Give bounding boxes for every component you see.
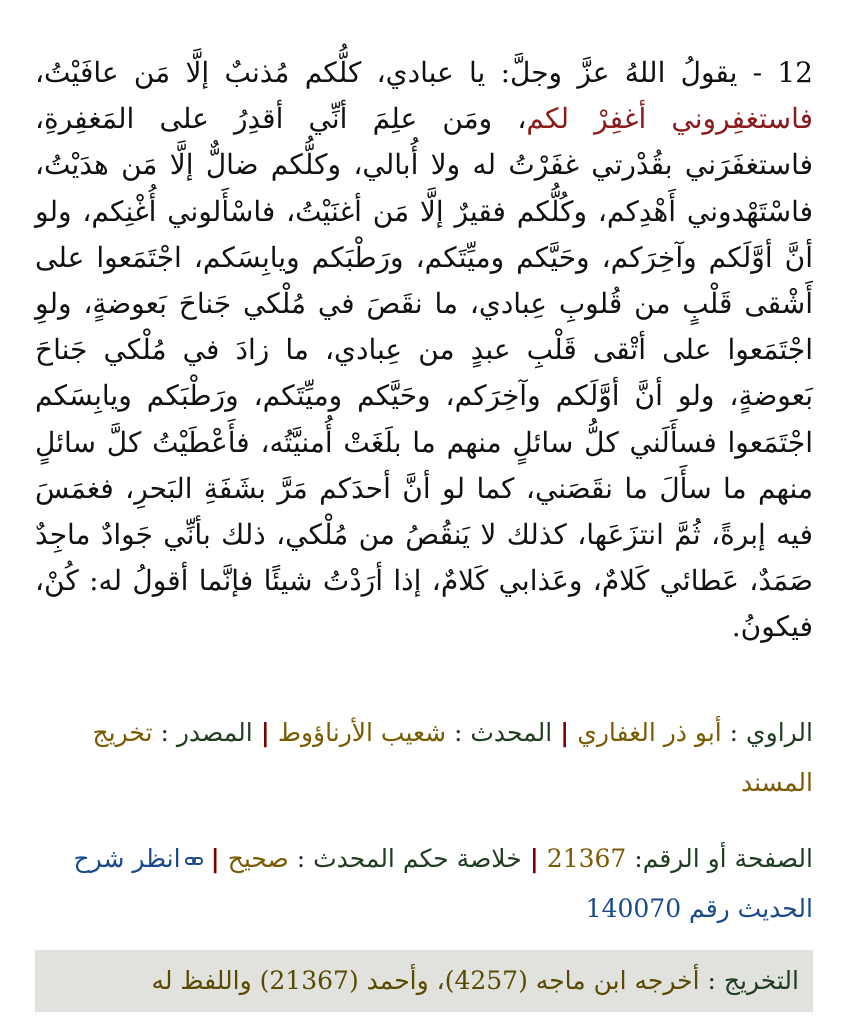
meta-separator: | [260,718,270,747]
hadith-meta-ruling-line [35,834,813,934]
ruling-value: صحيح [227,844,289,873]
takhrij-label: التخريج : [699,966,799,995]
source-label: المصدر : [152,718,253,747]
hadith-text-before-highlight: يقولُ اللهُ عزَّ وجلَّ: يا عبادي، كلُّكم مُذنبٌ إلَّا مَن عافَيْتُ، [35,56,738,89]
muhaddith-value: شعيب الأرناؤوط [277,718,447,747]
muhaddith-label: المحدث : [446,718,553,747]
takhrij-box [35,950,813,1012]
ruling-label: خلاصة حكم المحدث : [288,844,522,873]
explanation-link-text[interactable]: انظر شرح الحديث رقم 140070 [73,844,813,923]
page-number-value: 21367 [546,844,627,873]
chain-link-icon [185,854,203,868]
hadith-number: 12 - [737,56,813,89]
hadith-meta-narrator-line [35,708,813,808]
takhrij-value: أخرجه ابن ماجه (4257)، وأحمد (21367) واللفظ له [151,966,700,995]
page-number-label: الصفحة أو الرقم: [626,844,813,873]
hadith-highlighted-phrase: فاستغفِروني أغفِرْ لكم [526,102,813,136]
hadith-text-after-highlight: ، ومَن علِمَ أنِّي أقدِرُ على المَغفِرةِ، فاستغفَرَني بقُدْرتي غفَرْتُ له ولا أُبالي، وكلُّكم ضالٌّ إلَّا مَن هدَيْتُ، فاسْتَهْدوني أَهْدِكم، وكُلُّكم فقيرٌ إلَّا مَن أغنَيْتُ، فاسْأَلوني أُغْنِكم، ولو أنَّ أوَّلَكم وآخِرَكم، وحَيَّكم وميِّتَكم، ورَطْبَكم ويابِسَكم، اجْتَمَعوا على أَشْقى قَلْبٍ من قُلوبِ عِبادي، ما نقَصَ في مُلْكي جَناحَ بَعوضةٍ، ولوِ اجْتَمَعوا على أتْقى قَلْبِ عبدٍ من عِبادي، ما زادَ في مُلْكي جَناحَ بَعوضةٍ، ولو أنَّ أوَّلَكم وآخِرَكم، وحَيَّكم وميِّتَكم، ورَطْبَكم ويابِسَكم اجْتَمَعوا فسأَلَني كلُّ سائلٍ منهم ما بلَغَتْ أُمنيَّتُه، فأَعْطَيْتُ كلَّ سائلٍ منهم ما سأَلَ ما نقَصَني، كما لو أنَّ أحدَكم مَرَّ بشَفَةِ البَحرِ، فغمَسَ فيه إبرةً، ثُمَّ انتزَعَها، كذلك لا يَنقُصُ من مُلْكي، ذلك بأنِّي جَوادٌ ماجِدٌ صَمَدٌ، عَطائي كَلامٌ، وعَذابي كَلامٌ، إذا أرَدْتُ شيئًا فإنَّما أقولُ له: كُنْ، فيكونُ. [35,102,813,644]
source-value: تخريج المسند [92,718,813,797]
meta-separator: | [560,718,570,747]
meta-separator: | [529,844,539,873]
meta-separator: | [210,844,220,873]
narrator-value: أبو ذر الغفاري [577,718,722,747]
hadith-text [35,50,813,651]
narrator-label: الراوي : [721,718,813,747]
